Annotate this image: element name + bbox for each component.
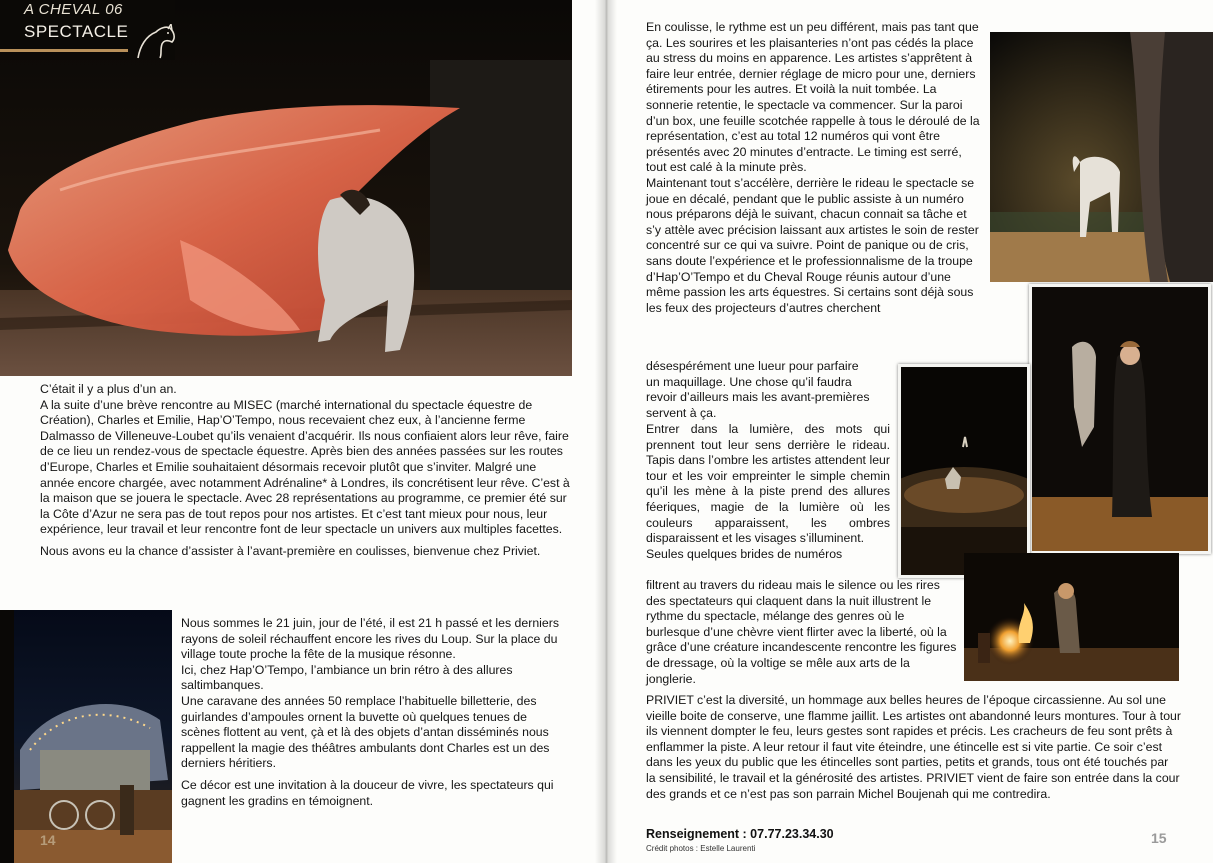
section-header [0,0,175,60]
text-line: un maquillage. Une chose qu’il faudra [646,374,852,389]
magazine-name: A CHEVAL 06 [24,1,123,18]
arena-rider-photo [898,364,1030,578]
paragraph: Ici, chez Hap’O’Tempo, l’ambiance un brin rétro à des allures saltimbanques. [181,662,513,693]
intro-closing: Nous avons eu la chance d’assister à l’avant-première en coulisses, bienvenue chez Priviet. [40,543,541,558]
paragraph: Ce décor est une invitation à la douceur de vivre, les spectateurs qui gagnent les gradins en témoignent. [181,777,554,808]
paragraph-priviet: PRIVIET c’est la diversité, un hommage aux belles heures de l’époque circassienne. Au sol une vieille boite de conserve, une flamme jaillit. Les artistes ont abandonné leurs montures. Tour à tour ils viennent dompter le feu, leurs gestes sont rapides et précis. Les cracheurs de feu sont prêts à enflammer la piste. A leur retour il faut vite éteindre, une étincelle est si vite partie. Ce soir c’est dans les yeux du public que les étincelles sont parties, petits et grands, tous ont été touchés par la sensibilité, le travail et la générosité des artistes. PRIVIET vient de faire son entrée dans la cour des grands et ce n’est pas son parrain Michel Boujenah qui me contredira. [646,693,1181,801]
column-text-right-top [646,20,982,316]
text-line: servent à ça. [646,405,717,420]
column-text-desesp [646,359,896,421]
fire-performer-photo [964,553,1179,681]
left-page [0,0,603,863]
paragraph-maintenant: Maintenant tout s’accélère, derrière le rideau le spectacle se joue en décalé, pendant que le public assiste à un numéro nous préparons déjà le suivant, chacun connait sa tâche et s’y attèle avec précision laissant aux artistes le soin de rester concentré sur ce qui va suivre. Point de panique ou de cris, sans doute l’expérience et le professionnalisme de la troupe d’Hap’O’Tempo et du Cheval Rouge réunis autour d’une même passion les arts équestres. Si certains sont déjà sous les feux des projecteurs d’autres cherchent [646,175,979,315]
column-text-left [181,616,561,809]
paragraph-coulisse: En coulisse, le rythme est un peu différent, mais pas tant que ça. Les sourires et les plaisanteries n’ont pas cédés la place au stress du moins en apparence. Les artistes s’apprêtent à faire leur entrée, dernier réglage de micro pour une, derniers étirements pour les autres. Et voilà la nuit tombée. La sonnerie retentie, le spectacle va commencer. Sur la paroi d’un box, une feuille scotchée rappelle à tous le déroulé de la représentation, c’est au total 12 numéros qui vont être présentés avec 20 minutes d’entracte. Le timing est serré, tout est calé à la minute près. [646,20,980,175]
column-text-entrer [646,422,890,562]
photo-credit: Crédit photos : Estelle Laurenti [646,844,756,853]
paragraph-seules: filtrent au travers du rideau mais le silence ou les rires des spectateurs qui claquent dans la nuit illustrent le rythme du spectacle, mélange des genres où le burlesque d’une chèvre vient flirter avec la liberté, où la grâce d’une créature incandescente rencontre les figures de dressage, où la voltige se mêle aux arts de la jonglerie. [646,578,957,686]
right-page [609,0,1213,863]
caravan-photo [0,610,172,863]
column-text-priviet [646,693,1181,802]
intro-text [40,382,572,560]
page-number-left: 14 [40,832,56,848]
book-spine [595,0,617,863]
paragraph: Une caravane des années 50 remplace l’habituelle billetterie, des guirlandes d’ampoules ornent la buvette où quelques tenues de scènes flottent au vent, çà et là des objets d’antan disséminés nous rappellent la magie des théâtres ambulants dont Charles est un des derniers héritiers. [181,693,550,771]
paragraph-seules-first: Seules quelques brides de numéros [646,546,843,561]
column-text-seules [646,578,958,687]
white-horse-photo [990,32,1213,282]
text-line: désespérément une lueur pour parfaire [646,359,859,373]
text-line: revoir d’ailleurs mais les avant-premières [646,390,870,405]
intro-line: C’était il y a plus d’un an. [40,382,177,396]
page-number-right: 15 [1151,830,1167,846]
intro-paragraph: A la suite d’une brève rencontre au MISEC (marché international du spectacle équestre de Création), Charles et Emilie, Hap’O’Tempo, nous recevaient chez eux, à l’ancienne ferme Dalmasso de Villeneuve-Loubet qu’ils venaient d’acquérir. Ils nous confiaient alors leur rêve, faire de ce lieu un rendez-vous de spectacle équestre. Après bien des années passées sur les routes d’Europe, Charles et Emilie souhaitaient désormais recevoir plutôt que s’inviter. Malgré une année encore chargée, avec notamment Adrénaline* à Londres, ils concrétisent leur rêve. C’est à la maison que se jouera le spectacle. Avec 28 représentations au programme, ce premier été sur la Côte d’Azur ne sera pas de tout repos pour nos artistes. Et c’est tant mieux pour nous, leur expérience, leur travail et leur rencontre font de leur spectacle un univers aux multiples facettes. [40,397,570,537]
header-accent-bar [0,49,128,52]
woman-horse-photo [1029,284,1211,554]
section-title: SPECTACLE [24,22,129,41]
contact-info: Renseignement : 07.77.23.34.30 [646,827,834,841]
horse-logo-icon [130,24,180,60]
paragraph: Nous sommes le 21 juin, jour de l’été, il est 21 h passé et les derniers rayons de soleil réchauffent encore les rives du Loup. Sur la place du village toute proche la fête de la musique résonne. [181,616,559,662]
paragraph-entrer: Entrer dans la lumière, des mots qui prennent tout leur sens derrière le rideau. Tapis dans l’ombre les artistes attendent leur tour et les voir empreinter le simple chemin qu’il les mène à la piste prend des allures féeriques, magie de la lumière où les couleurs apparaissent, les ombres disparaissent et les visages s’illuminent. [646,422,890,546]
